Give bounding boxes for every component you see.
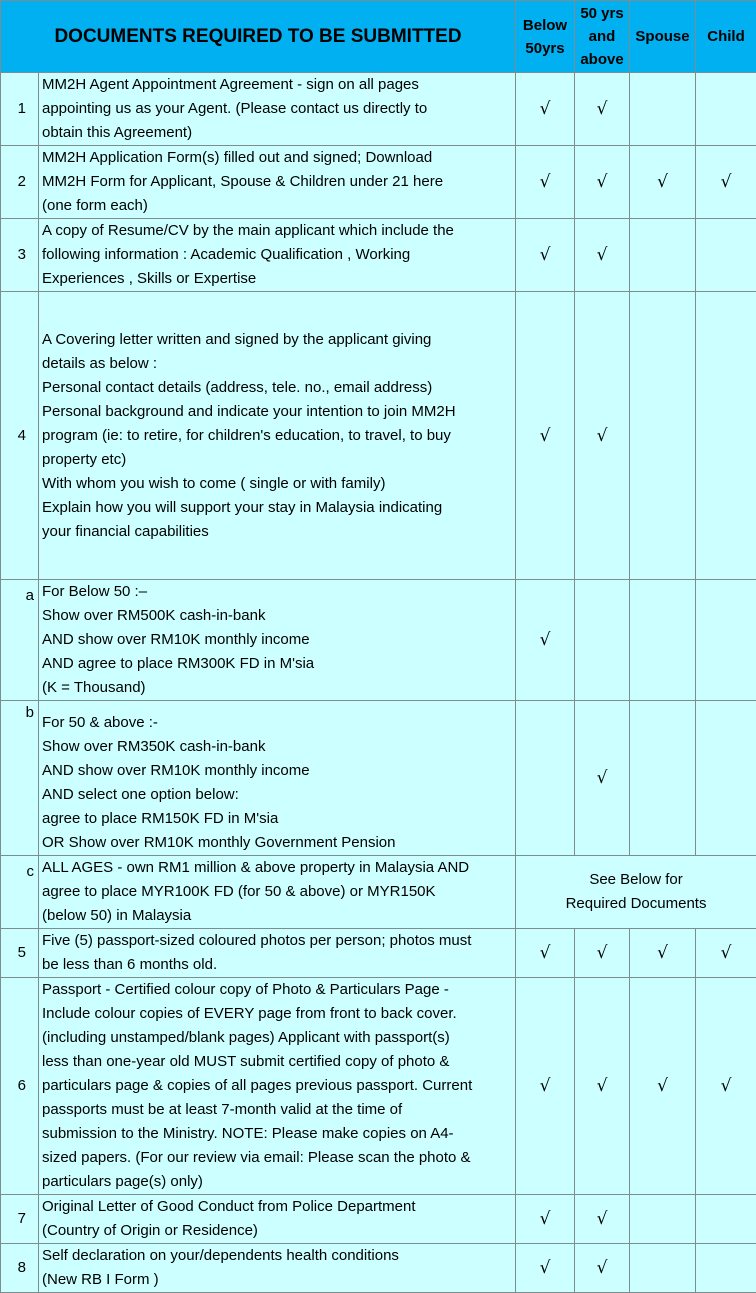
- description-line: be less than 6 months old.: [42, 953, 513, 977]
- header-50-and-above: 50 yrs and above: [575, 1, 630, 73]
- check-cell-spouse: [630, 73, 696, 146]
- description-line: your financial capabilities: [42, 520, 513, 544]
- checkmark-icon: √: [721, 172, 732, 192]
- checkmark-icon: √: [597, 172, 608, 192]
- header-spouse: Spouse: [630, 1, 696, 73]
- table-row: [1, 73, 756, 146]
- description-line: agree to place MYR100K FD (for 50 & above) or MYR150K: [42, 880, 513, 904]
- description-line: With whom you wish to come ( single or with family): [42, 472, 513, 496]
- description-line: (K = Thousand): [42, 676, 513, 700]
- checkmark-icon: √: [597, 1076, 608, 1096]
- check-cell-spouse: [630, 978, 696, 1195]
- checkmark-icon: √: [597, 943, 608, 963]
- checkmark-icon: √: [597, 99, 608, 119]
- description-line: less than one-year old MUST submit certified copy of photo &: [42, 1050, 513, 1074]
- check-cell-spouse: [630, 146, 696, 219]
- header-child: Child: [696, 1, 756, 73]
- description-line: Personal background and indicate your intention to join MM2H: [42, 400, 513, 424]
- check-cell-spouse: [630, 929, 696, 978]
- description-line: Personal contact details (address, tele. no., email address): [42, 376, 513, 400]
- table-row: [1, 219, 756, 292]
- row-description: [39, 219, 516, 292]
- row-number: 5: [1, 929, 39, 978]
- checkmark-icon: √: [540, 1209, 551, 1229]
- check-cell-below-50: [516, 219, 575, 292]
- checkmark-icon: √: [540, 245, 551, 265]
- check-cell-50-and-above: [575, 978, 630, 1195]
- check-cell-below-50: [516, 1244, 575, 1293]
- check-cell-50-and-above: [575, 292, 630, 580]
- row-description: [39, 292, 516, 580]
- description-line: Five (5) passport-sized coloured photos per person; photos must: [42, 929, 513, 953]
- checkmark-icon: √: [597, 768, 608, 788]
- check-cell-50-and-above: [575, 219, 630, 292]
- checkmark-icon: √: [721, 1076, 732, 1096]
- row-number: 2: [1, 146, 39, 219]
- description-line: particulars page & copies of all pages previous passport. Current: [42, 1074, 513, 1098]
- row-number: a: [1, 580, 39, 701]
- check-cell-child: [696, 1244, 756, 1293]
- check-cell-child: [696, 929, 756, 978]
- checkmark-icon: √: [540, 1076, 551, 1096]
- table-row: [1, 146, 756, 219]
- header-row: [1, 1, 756, 73]
- checkmark-icon: √: [540, 943, 551, 963]
- description-line: AND agree to place RM300K FD in M'sia: [42, 652, 513, 676]
- check-cell-spouse: [630, 1244, 696, 1293]
- checkmark-icon: √: [540, 99, 551, 119]
- check-cell-spouse: [630, 292, 696, 580]
- description-line: (one form each): [42, 194, 513, 218]
- row-description: [39, 856, 516, 929]
- checkmark-icon: √: [721, 943, 732, 963]
- check-cell-child: [696, 1195, 756, 1244]
- description-line: sized papers. (For our review via email: Please scan the photo &: [42, 1146, 513, 1170]
- description-line: appointing us as your Agent. (Please contact us directly to: [42, 97, 513, 121]
- check-cell-child: [696, 146, 756, 219]
- row-description: [39, 73, 516, 146]
- check-cell-50-and-above: [575, 929, 630, 978]
- see-below-note: [516, 856, 756, 929]
- row-description: [39, 580, 516, 701]
- table-row: [1, 929, 756, 978]
- check-cell-child: [696, 978, 756, 1195]
- description-line: For 50 & above :-: [42, 711, 513, 735]
- table-body: [1, 73, 756, 1293]
- description-line: passports must be at least 7-month valid at the time of: [42, 1098, 513, 1122]
- row-number: 8: [1, 1244, 39, 1293]
- description-line: following information : Academic Qualification , Working: [42, 243, 513, 267]
- check-cell-50-and-above: [575, 146, 630, 219]
- description-line: submission to the Ministry. NOTE: Please make copies on A4-: [42, 1122, 513, 1146]
- description-line: Self declaration on your/dependents health conditions: [42, 1244, 513, 1268]
- table-row: [1, 701, 756, 856]
- checkmark-icon: √: [540, 630, 551, 650]
- table-row: [1, 292, 756, 580]
- checkmark-icon: √: [540, 426, 551, 446]
- description-line: Show over RM350K cash-in-bank: [42, 735, 513, 759]
- table-row: [1, 1195, 756, 1244]
- checkmark-icon: √: [540, 1258, 551, 1278]
- description-line: (New RB I Form ): [42, 1268, 513, 1292]
- description-line: Include colour copies of EVERY page from front to back cover.: [42, 1002, 513, 1026]
- description-line: AND show over RM10K monthly income: [42, 628, 513, 652]
- description-line: ALL AGES - own RM1 million & above property in Malaysia AND: [42, 856, 513, 880]
- row-description: [39, 701, 516, 856]
- table-row: [1, 978, 756, 1195]
- description-line: (below 50) in Malaysia: [42, 904, 513, 928]
- description-line: obtain this Agreement): [42, 121, 513, 145]
- description-line: AND select one option below:: [42, 783, 513, 807]
- checkmark-icon: √: [597, 426, 608, 446]
- description-line: Original Letter of Good Conduct from Police Department: [42, 1195, 513, 1219]
- description-line: OR Show over RM10K monthly Government Pension: [42, 831, 513, 855]
- description-line: program (ie: to retire, for children's education, to travel, to buy: [42, 424, 513, 448]
- description-line: (Country of Origin or Residence): [42, 1219, 513, 1243]
- row-description: [39, 1195, 516, 1244]
- check-cell-below-50: [516, 292, 575, 580]
- table-row: [1, 856, 756, 929]
- description-line: particulars page(s) only): [42, 1170, 513, 1194]
- table-row: [1, 580, 756, 701]
- checkmark-icon: √: [597, 1209, 608, 1229]
- note-line: Required Documents: [516, 892, 756, 916]
- check-cell-50-and-above: [575, 580, 630, 701]
- row-description: [39, 929, 516, 978]
- check-cell-below-50: [516, 701, 575, 856]
- check-cell-spouse: [630, 219, 696, 292]
- check-cell-below-50: [516, 580, 575, 701]
- description-line: MM2H Agent Appointment Agreement - sign on all pages: [42, 73, 513, 97]
- description-line: Experiences , Skills or Expertise: [42, 267, 513, 291]
- header-below-50: Below 50yrs: [516, 1, 575, 73]
- check-cell-50-and-above: [575, 1244, 630, 1293]
- description-line: Explain how you will support your stay in Malaysia indicating: [42, 496, 513, 520]
- description-line: details as below :: [42, 352, 513, 376]
- row-number: b: [1, 701, 39, 856]
- description-line: Show over RM500K cash-in-bank: [42, 604, 513, 628]
- description-line: (including unstamped/blank pages) Applicant with passport(s): [42, 1026, 513, 1050]
- checkmark-icon: √: [657, 1076, 668, 1096]
- row-description: [39, 1244, 516, 1293]
- check-cell-child: [696, 73, 756, 146]
- checkmark-icon: √: [657, 943, 668, 963]
- check-cell-child: [696, 219, 756, 292]
- checkmark-icon: √: [597, 1258, 608, 1278]
- table-title: DOCUMENTS REQUIRED TO BE SUBMITTED: [1, 1, 516, 73]
- description-line: agree to place RM150K FD in M'sia: [42, 807, 513, 831]
- check-cell-50-and-above: [575, 701, 630, 856]
- check-cell-spouse: [630, 701, 696, 856]
- check-cell-below-50: [516, 1195, 575, 1244]
- description-line: MM2H Application Form(s) filled out and signed; Download: [42, 146, 513, 170]
- check-cell-50-and-above: [575, 73, 630, 146]
- row-number: 6: [1, 978, 39, 1195]
- row-description: [39, 146, 516, 219]
- row-number: c: [1, 856, 39, 929]
- check-cell-child: [696, 292, 756, 580]
- checkmark-icon: √: [540, 172, 551, 192]
- description-line: For Below 50 :–: [42, 580, 513, 604]
- description-line: AND show over RM10K monthly income: [42, 759, 513, 783]
- check-cell-below-50: [516, 73, 575, 146]
- check-cell-spouse: [630, 1195, 696, 1244]
- row-number: 1: [1, 73, 39, 146]
- checkmark-icon: √: [657, 172, 668, 192]
- check-cell-below-50: [516, 978, 575, 1195]
- check-cell-below-50: [516, 146, 575, 219]
- description-line: A copy of Resume/CV by the main applicant which include the: [42, 219, 513, 243]
- description-line: A Covering letter written and signed by the applicant giving: [42, 328, 513, 352]
- description-line: property etc): [42, 448, 513, 472]
- row-number: 4: [1, 292, 39, 580]
- check-cell-spouse: [630, 580, 696, 701]
- description-line: Passport - Certified colour copy of Photo & Particulars Page -: [42, 978, 513, 1002]
- check-cell-below-50: [516, 929, 575, 978]
- check-cell-50-and-above: [575, 1195, 630, 1244]
- row-description: [39, 978, 516, 1195]
- check-cell-child: [696, 701, 756, 856]
- checkmark-icon: √: [597, 245, 608, 265]
- row-number: 3: [1, 219, 39, 292]
- note-line: See Below for: [516, 868, 756, 892]
- description-line: MM2H Form for Applicant, Spouse & Children under 21 here: [42, 170, 513, 194]
- check-cell-child: [696, 580, 756, 701]
- table-row: [1, 1244, 756, 1293]
- row-number: 7: [1, 1195, 39, 1244]
